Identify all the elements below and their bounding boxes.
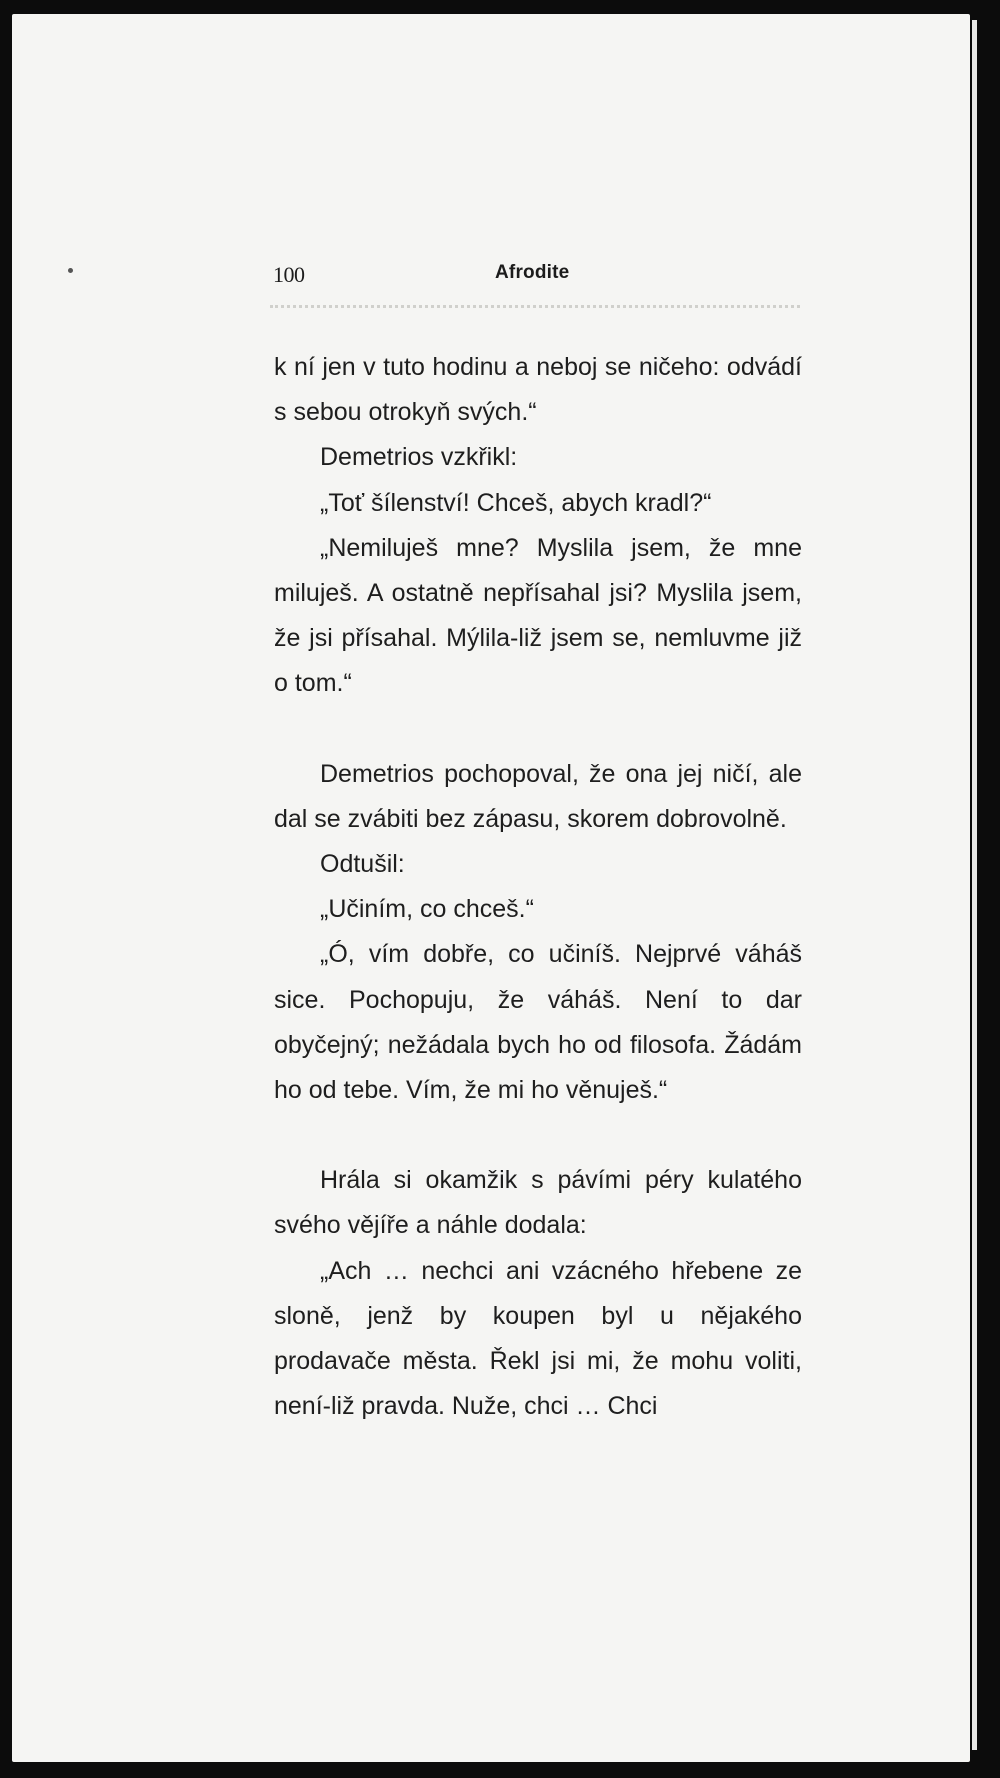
running-header xyxy=(273,258,803,292)
paragraph: k ní jen v tuto hodinu a neboj se ničeho: odvádí s sebou otrokyň svých.“ xyxy=(274,353,802,427)
running-title: Afrodite xyxy=(495,262,570,283)
paragraph: Demetrios vzkřikl: xyxy=(320,443,518,472)
body-text xyxy=(274,345,802,1429)
paragraph: Demetrios pochopoval, že ona jej ničí, ale dal se zvábiti bez zápasu, skorem dobrovolně. xyxy=(274,759,802,833)
paragraph: „Učiním, co chceš.“ xyxy=(320,895,534,924)
page-number: 100 xyxy=(273,262,305,287)
paragraph: Hrála si okamžik s pávími péry kulatého svého vějíře a náhle dodala: xyxy=(274,1166,802,1240)
paragraph: Odtušil: xyxy=(320,850,405,879)
adjacent-page-edge xyxy=(972,20,977,1750)
paragraph: „Toť šílenství! Chceš, abych kradl?“ xyxy=(320,488,712,517)
header-rule xyxy=(270,305,800,308)
margin-speck xyxy=(68,268,73,273)
paragraph: „Nemiluješ mne? Myslila jsem, že mne miluješ. A ostatně nepřísahal jsi? Myslila jsem, že jsi přísahal. Mýlila-liž jsem se, nemluvme již o tom.“ xyxy=(274,533,802,698)
paragraph: „Ach … nechci ani vzácného hřebene ze sloně, jenž by koupen byl u nějakého prodavače města. Řekl jsi mi, že mohu voliti, není-liž pravda. Nuže, chci … Chci xyxy=(274,1256,802,1421)
paragraph: „Ó, vím dobře, co učiníš. Nejprvé váháš sice. Pochopuju, že váháš. Není to dar obyčejný; nežádala bych ho od filosofa. Žádám ho od tebe. Vím, že mi ho věnuješ.“ xyxy=(274,940,802,1105)
